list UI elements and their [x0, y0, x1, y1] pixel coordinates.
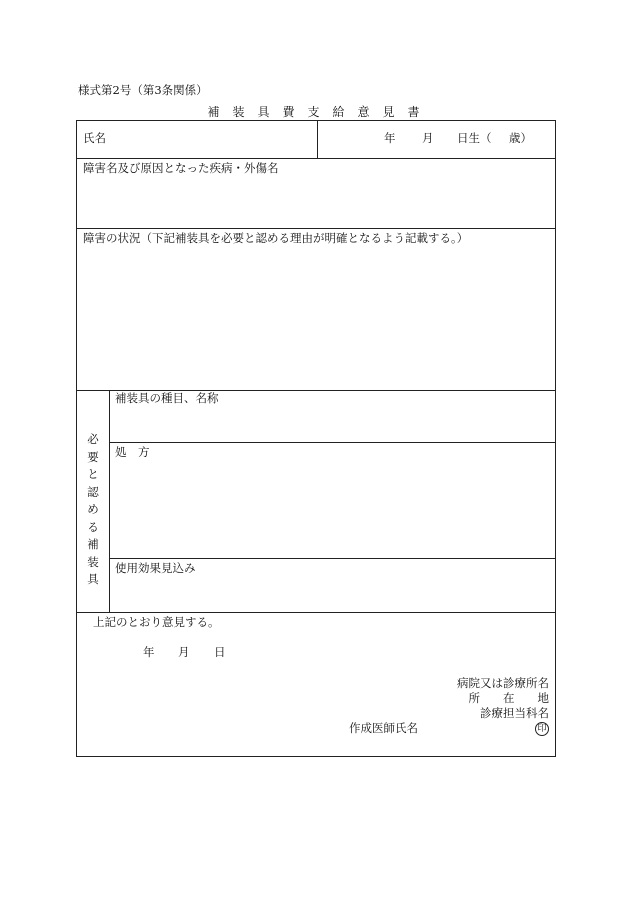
vertical-char: 補 — [87, 537, 99, 551]
opinion-date-day: 日 — [214, 645, 226, 659]
vertical-char: 必 — [87, 432, 99, 446]
required-device-vertical-label — [77, 431, 109, 589]
device-row1-border — [109, 442, 555, 443]
seal-icon: 印 — [535, 722, 549, 736]
expected-effect-label: 使用効果見込み — [115, 561, 196, 575]
doctor-name-label: 作成医師氏名 — [349, 721, 418, 735]
vertical-char: る — [87, 519, 99, 534]
device-type-name-label: 補装具の種目、名称 — [115, 391, 219, 405]
vertical-char: 具 — [87, 572, 99, 586]
opinion-form-table — [76, 120, 556, 757]
form-number: 様式第2号（第3条関係） — [78, 83, 208, 97]
prescription-label: 処 方 — [115, 445, 150, 459]
birth-day-label: 日生（ — [457, 131, 492, 145]
vertical-char: と — [87, 467, 99, 481]
department-label: 診療担当科名 — [480, 706, 549, 720]
row1-divider — [317, 121, 318, 158]
hospital-name-label: 病院又は診療所名 — [457, 676, 549, 690]
vertical-char: 要 — [87, 449, 99, 464]
vertical-char: 装 — [87, 554, 99, 569]
name-label: 氏名 — [83, 131, 106, 145]
birth-year-label: 年 — [384, 131, 396, 145]
document-title: 補装具費支給意見書 — [207, 105, 433, 119]
opinion-date-month: 月 — [178, 645, 190, 659]
row2-bottom-border — [77, 228, 555, 229]
birth-month-label: 月 — [422, 131, 434, 145]
opinion-date-year: 年 — [143, 645, 155, 659]
device-section-bottom-border — [77, 612, 555, 613]
disability-cause-label: 障害名及び原因となった疾病・外傷名 — [83, 161, 279, 175]
row1-bottom-border — [77, 158, 555, 159]
seal-mark — [529, 722, 549, 736]
opinion-statement: 上記のとおり意見する。 — [93, 615, 220, 629]
device-section-divider — [109, 390, 110, 612]
vertical-char: め — [87, 502, 99, 516]
condition-label: 障害の状況（下記補装具を必要と認める理由が明確となるよう記載する。） — [83, 231, 469, 245]
device-row2-border — [109, 558, 555, 559]
vertical-char: 認 — [87, 484, 99, 499]
age-label: 歳） — [509, 131, 532, 145]
address-label: 所 在 地 — [468, 691, 549, 705]
